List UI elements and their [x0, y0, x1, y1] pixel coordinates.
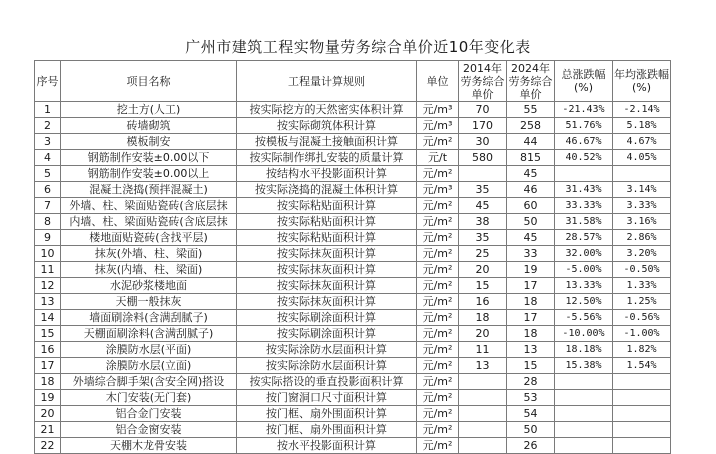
cell-annual-change: 3.16%	[613, 214, 671, 230]
cell-annual-change: 1.25%	[613, 294, 671, 310]
cell-no: 6	[35, 182, 61, 198]
table-row	[35, 422, 671, 438]
cell-unit: 元/t	[417, 150, 459, 166]
cell-no: 7	[35, 198, 61, 214]
cell-price-2024: 55	[507, 102, 555, 118]
cell-name: 涂膜防水层(立面)	[61, 358, 237, 374]
table-row	[35, 294, 671, 310]
cell-rule: 按实际抹灰面积计算	[237, 294, 417, 310]
cell-annual-change: -0.50%	[613, 262, 671, 278]
cell-no: 18	[35, 374, 61, 390]
cell-unit: 元/m²	[417, 422, 459, 438]
table-row	[35, 326, 671, 342]
cell-name: 铝合金门安装	[61, 406, 237, 422]
cell-total-change: -10.00%	[555, 326, 613, 342]
cell-annual-change	[613, 166, 671, 182]
cell-price-2024: 13	[507, 342, 555, 358]
cell-no: 4	[35, 150, 61, 166]
cell-no: 8	[35, 214, 61, 230]
cell-name: 木门安装(无门套)	[61, 390, 237, 406]
cell-price-2024: 19	[507, 262, 555, 278]
cell-total-change: 51.76%	[555, 118, 613, 134]
table-row	[35, 214, 671, 230]
cell-unit: 元/m²	[417, 294, 459, 310]
cell-total-change	[555, 390, 613, 406]
table-row	[35, 134, 671, 150]
header-annual-change: 年均涨跌幅(%)	[613, 61, 671, 102]
cell-price-2014: 20	[459, 326, 507, 342]
cell-price-2014: 20	[459, 262, 507, 278]
cell-no: 21	[35, 422, 61, 438]
cell-rule: 按门框、扇外围面积计算	[237, 422, 417, 438]
cell-rule: 按实际抹灰面积计算	[237, 278, 417, 294]
cell-unit: 元/m³	[417, 118, 459, 134]
cell-price-2014: 15	[459, 278, 507, 294]
table-row	[35, 118, 671, 134]
table-row	[35, 406, 671, 422]
cell-rule: 按实际涂防水层面积计算	[237, 358, 417, 374]
cell-price-2014: 30	[459, 134, 507, 150]
cell-total-change: 12.50%	[555, 294, 613, 310]
cell-name: 挖土方(人工)	[61, 102, 237, 118]
cell-unit: 元/m²	[417, 438, 459, 454]
cell-no: 22	[35, 438, 61, 454]
cell-name: 抹灰(外墙、柱、梁面)	[61, 246, 237, 262]
cell-price-2024: 18	[507, 326, 555, 342]
cell-price-2014	[459, 166, 507, 182]
header-total-change: 总涨跌幅(%)	[555, 61, 613, 102]
cell-price-2014: 170	[459, 118, 507, 134]
cell-price-2014: 580	[459, 150, 507, 166]
cell-price-2024: 17	[507, 310, 555, 326]
cell-name: 钢筋制作安装±0.00以上	[61, 166, 237, 182]
cell-unit: 元/m²	[417, 246, 459, 262]
cell-name: 水泥砂浆楼地面	[61, 278, 237, 294]
cell-unit: 元/m²	[417, 230, 459, 246]
cell-name: 模板制安	[61, 134, 237, 150]
cell-price-2024: 50	[507, 214, 555, 230]
cell-no: 16	[35, 342, 61, 358]
table-row	[35, 102, 671, 118]
cell-unit: 元/m²	[417, 390, 459, 406]
cell-name: 钢筋制作安装±0.00以下	[61, 150, 237, 166]
cell-total-change: 15.38%	[555, 358, 613, 374]
cell-unit: 元/m²	[417, 310, 459, 326]
cell-price-2014: 25	[459, 246, 507, 262]
cell-price-2014: 11	[459, 342, 507, 358]
cell-price-2024: 33	[507, 246, 555, 262]
cell-price-2014	[459, 390, 507, 406]
cell-price-2024: 18	[507, 294, 555, 310]
cell-price-2024: 45	[507, 166, 555, 182]
cell-annual-change	[613, 406, 671, 422]
cell-price-2014: 35	[459, 230, 507, 246]
cell-name: 砖墙砌筑	[61, 118, 237, 134]
cell-price-2024: 50	[507, 422, 555, 438]
cell-unit: 元/m²	[417, 358, 459, 374]
cell-total-change: 13.33%	[555, 278, 613, 294]
cell-rule: 按实际抹灰面积计算	[237, 246, 417, 262]
cell-total-change: 46.67%	[555, 134, 613, 150]
cell-total-change	[555, 374, 613, 390]
cell-total-change: 18.18%	[555, 342, 613, 358]
cell-rule: 按实际刷涂面积计算	[237, 310, 417, 326]
table-row	[35, 198, 671, 214]
cell-price-2024: 60	[507, 198, 555, 214]
cell-unit: 元/m²	[417, 262, 459, 278]
cell-price-2024: 54	[507, 406, 555, 422]
cell-total-change: 40.52%	[555, 150, 613, 166]
cell-rule: 按模板与混凝土接触面积计算	[237, 134, 417, 150]
cell-annual-change: 1.54%	[613, 358, 671, 374]
cell-total-change	[555, 422, 613, 438]
cell-unit: 元/m²	[417, 214, 459, 230]
cell-name: 涂膜防水层(平面)	[61, 342, 237, 358]
cell-no: 1	[35, 102, 61, 118]
cell-name: 墙面刷涂料(含满刮腻子)	[61, 310, 237, 326]
cell-rule: 按实际搭设的垂直投影面积计算	[237, 374, 417, 390]
cell-no: 9	[35, 230, 61, 246]
cell-price-2014: 18	[459, 310, 507, 326]
cell-rule: 按实际制作绑扎安装的质量计算	[237, 150, 417, 166]
cell-unit: 元/m²	[417, 374, 459, 390]
cell-price-2014: 13	[459, 358, 507, 374]
cell-price-2024: 815	[507, 150, 555, 166]
cell-unit: 元/m³	[417, 102, 459, 118]
cell-rule: 按实际浇捣的混凝土体积计算	[237, 182, 417, 198]
cell-price-2014: 35	[459, 182, 507, 198]
cell-annual-change: 5.18%	[613, 118, 671, 134]
cell-unit: 元/m²	[417, 134, 459, 150]
cell-price-2024: 28	[507, 374, 555, 390]
cell-no: 3	[35, 134, 61, 150]
cell-name: 铝合金窗安装	[61, 422, 237, 438]
table-row	[35, 342, 671, 358]
cell-total-change	[555, 406, 613, 422]
table-row	[35, 230, 671, 246]
cell-rule: 按实际粘贴面积计算	[237, 198, 417, 214]
cell-annual-change	[613, 422, 671, 438]
cell-rule: 按实际挖方的天然密实体积计算	[237, 102, 417, 118]
table-row	[35, 246, 671, 262]
cell-name: 楼地面贴瓷砖(含找平层)	[61, 230, 237, 246]
table-row	[35, 278, 671, 294]
cell-unit: 元/m²	[417, 198, 459, 214]
header-unit: 单位	[417, 61, 459, 102]
cell-rule: 按结构水平投影面积计算	[237, 166, 417, 182]
cell-annual-change: 1.33%	[613, 278, 671, 294]
cell-price-2014	[459, 406, 507, 422]
cell-rule: 按实际粘贴面积计算	[237, 230, 417, 246]
cell-no: 2	[35, 118, 61, 134]
cell-name: 外墙综合脚手架(含安全网)搭设	[61, 374, 237, 390]
cell-price-2024: 46	[507, 182, 555, 198]
cell-rule: 按实际抹灰面积计算	[237, 262, 417, 278]
cell-name: 外墙、柱、梁面贴瓷砖(含底层抹	[61, 198, 237, 214]
cell-total-change: 31.43%	[555, 182, 613, 198]
cell-price-2024: 26	[507, 438, 555, 454]
cell-total-change: 33.33%	[555, 198, 613, 214]
cell-total-change: 31.58%	[555, 214, 613, 230]
cell-price-2024: 17	[507, 278, 555, 294]
cell-unit: 元/m³	[417, 182, 459, 198]
cell-annual-change	[613, 390, 671, 406]
cell-price-2014: 16	[459, 294, 507, 310]
cell-name: 内墙、柱、梁面贴瓷砖(含底层抹	[61, 214, 237, 230]
header-rule: 工程量计算规则	[237, 61, 417, 102]
cell-total-change: -21.43%	[555, 102, 613, 118]
cell-rule: 按实际涂防水层面积计算	[237, 342, 417, 358]
header-no: 序号	[35, 61, 61, 102]
cell-price-2014: 70	[459, 102, 507, 118]
cell-price-2024: 44	[507, 134, 555, 150]
cell-total-change	[555, 166, 613, 182]
header-row	[35, 61, 671, 102]
cell-unit: 元/m²	[417, 166, 459, 182]
cell-annual-change: 3.33%	[613, 198, 671, 214]
cell-no: 5	[35, 166, 61, 182]
cell-total-change: 28.57%	[555, 230, 613, 246]
cell-name: 混凝土浇捣(预拌混凝土)	[61, 182, 237, 198]
header-price-2024: 2024年劳务综合单价	[508, 61, 553, 101]
cell-rule: 按实际砌筑体积计算	[237, 118, 417, 134]
cell-annual-change: -0.56%	[613, 310, 671, 326]
cell-total-change: -5.56%	[555, 310, 613, 326]
cell-price-2014: 45	[459, 198, 507, 214]
table-row	[35, 358, 671, 374]
cell-unit: 元/m²	[417, 406, 459, 422]
table-row	[35, 150, 671, 166]
cell-no: 10	[35, 246, 61, 262]
table-row	[35, 262, 671, 278]
cell-no: 19	[35, 390, 61, 406]
cell-total-change: 32.00%	[555, 246, 613, 262]
cell-annual-change: 4.05%	[613, 150, 671, 166]
cell-rule: 按实际刷涂面积计算	[237, 326, 417, 342]
cell-annual-change: -2.14%	[613, 102, 671, 118]
cell-rule: 按实际粘贴面积计算	[237, 214, 417, 230]
cell-total-change: -5.00%	[555, 262, 613, 278]
cell-price-2014	[459, 422, 507, 438]
cell-annual-change: -1.00%	[613, 326, 671, 342]
table-row	[35, 182, 671, 198]
cell-price-2024: 53	[507, 390, 555, 406]
cell-no: 14	[35, 310, 61, 326]
cell-no: 17	[35, 358, 61, 374]
cell-unit: 元/m²	[417, 342, 459, 358]
header-price-2014: 2014年劳务综合单价	[460, 61, 505, 101]
cell-name: 天棚面刷涂料(含满刮腻子)	[61, 326, 237, 342]
cell-no: 11	[35, 262, 61, 278]
cell-annual-change: 4.67%	[613, 134, 671, 150]
cell-name: 抹灰(内墙、柱、梁面)	[61, 262, 237, 278]
cell-no: 13	[35, 294, 61, 310]
cell-rule: 按水平投影面积计算	[237, 438, 417, 454]
cell-no: 15	[35, 326, 61, 342]
cell-name: 天棚木龙骨安装	[61, 438, 237, 454]
cell-price-2014	[459, 374, 507, 390]
cell-rule: 按门框、扇外围面积计算	[237, 406, 417, 422]
table-title: 广州市建筑工程实物量劳务综合单价近10年变化表	[185, 38, 531, 56]
cell-unit: 元/m²	[417, 326, 459, 342]
cell-unit: 元/m²	[417, 278, 459, 294]
header-name: 项目名称	[61, 61, 237, 102]
table-row	[35, 374, 671, 390]
cell-annual-change	[613, 374, 671, 390]
table-row	[35, 166, 671, 182]
cell-price-2024: 15	[507, 358, 555, 374]
cell-rule: 按门窗洞口尺寸面积计算	[237, 390, 417, 406]
table-row	[35, 310, 671, 326]
cell-no: 12	[35, 278, 61, 294]
cell-annual-change: 3.14%	[613, 182, 671, 198]
table-row	[35, 390, 671, 406]
cell-price-2014: 38	[459, 214, 507, 230]
cell-price-2024: 45	[507, 230, 555, 246]
cell-annual-change: 1.82%	[613, 342, 671, 358]
cell-price-2024: 258	[507, 118, 555, 134]
cell-no: 20	[35, 406, 61, 422]
cell-annual-change: 2.86%	[613, 230, 671, 246]
cell-name: 天棚一般抹灰	[61, 294, 237, 310]
cell-annual-change: 3.20%	[613, 246, 671, 262]
price-table	[34, 60, 671, 454]
